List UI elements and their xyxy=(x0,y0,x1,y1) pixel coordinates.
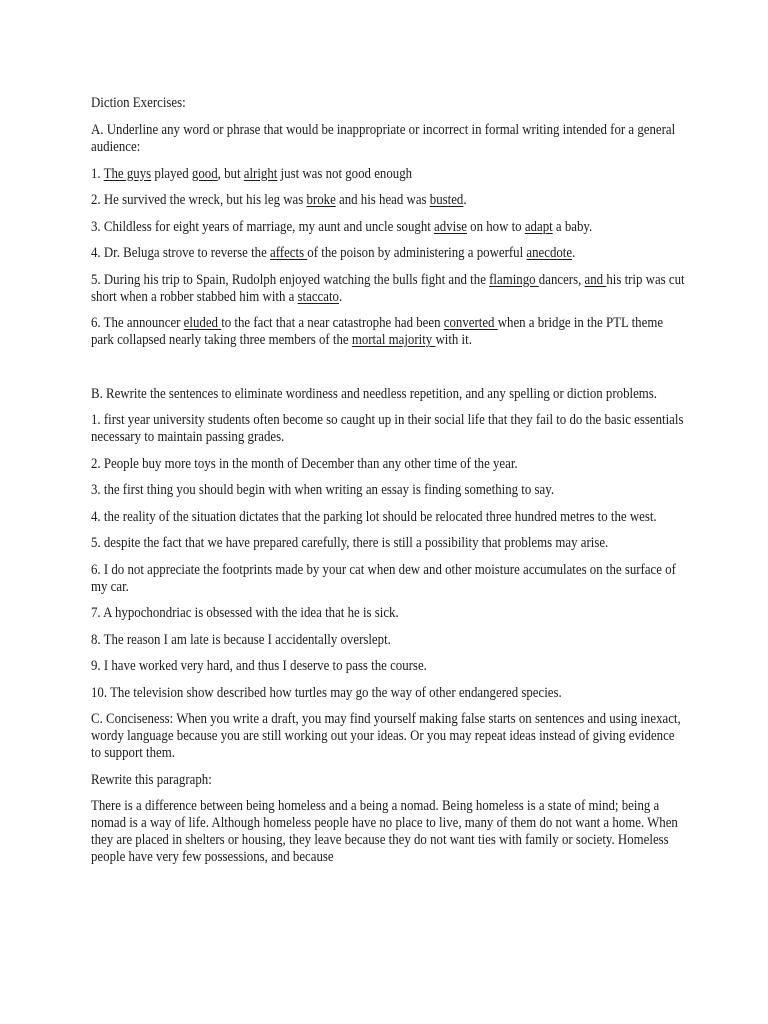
item-text: a baby. xyxy=(552,218,593,235)
item-text: . xyxy=(338,288,343,305)
section-b-item: 6. I do not appreciate the footprints made by your cat when dew and other moisture accumulates on the surface of my car. xyxy=(91,561,676,595)
item-text: 2. He survived the wreck, but his leg was xyxy=(91,192,307,208)
item-text: with it. xyxy=(435,332,472,348)
section-b-item: 10. The television show described how turtles may go the way of other endangered species. xyxy=(91,684,562,701)
item-text: played xyxy=(151,165,192,182)
item-text: . xyxy=(572,245,576,261)
section-b-item: 7. A hypochondriac is obsessed with the idea that he is sick. xyxy=(91,605,399,621)
item-text: when a bridge in the PTL theme park collapsed nearly taking three members of the xyxy=(91,315,664,348)
underlined-phrase: affects xyxy=(270,245,308,261)
item-text: to the fact that a near catastrophe had been xyxy=(221,315,444,331)
section-a-item xyxy=(91,315,687,349)
section-b-item: 2. People buy more toys in the month of December than any other time of the year. xyxy=(91,455,518,472)
item-text: 3. Childless for eight years of marriage, my aunt and uncle sought xyxy=(91,218,435,235)
section-b-item: 4. the reality of the situation dictates that the parking lot should be relocated three hundred metres to the west. xyxy=(91,508,657,525)
section-b-instruction: B. Rewrite the sentences to eliminate wordiness and needless repetition, and any spelling or diction problems. xyxy=(91,385,658,402)
item-text: of the poison by administering a powerful xyxy=(307,245,527,261)
section-a-item xyxy=(91,166,687,183)
section-b-item: 8. The reason I am late is because I accidentally overslept. xyxy=(91,631,391,648)
section-b-item: 1. first year university students often become so caught up in their social life that they fail to do the basic essentials necessary to maintain passing grades. xyxy=(91,412,684,445)
section-c-paragraph: There is a difference between being homeless and a being a nomad. Being homeless is a state of mind; being a nomad is a way of life. Although homeless people have no place to live, many of them do not want a home. When they are placed in shelters or housing, they leave because they do not want ties with family or society. Homeless people have very few possessions, and because xyxy=(91,798,678,865)
item-text: 5. During his trip to Spain, Rudolph enjoyed watching the bulls fight and the xyxy=(91,271,490,288)
item-text: , but xyxy=(217,165,244,182)
section-spacer xyxy=(91,359,627,386)
underlined-phrase: good xyxy=(191,165,218,182)
item-text: . xyxy=(463,192,467,208)
underlined-phrase: advise xyxy=(434,218,467,235)
section-c-instruction: C. Conciseness: When you write a draft, you may find yourself making false starts on sentences and using inexact, wordy language because you are still working out your ideas. Or you may repeat ideas instead of giving evidence to support them. xyxy=(91,711,681,761)
section-a-instruction: A. Underline any word or phrase that would be inappropriate or incorrect in formal writing intended for a general audience: xyxy=(91,122,676,155)
item-text: 1. xyxy=(91,165,104,182)
underlined-phrase: busted xyxy=(429,192,464,208)
item-text: 4. Dr. Beluga strove to reverse the xyxy=(91,245,271,261)
item-text: dancers, xyxy=(538,271,585,288)
underlined-phrase: staccato xyxy=(297,288,339,305)
item-text: just was not good enough xyxy=(277,165,413,182)
section-a-item xyxy=(91,192,687,209)
item-text: 6. The announcer xyxy=(91,315,184,331)
underlined-phrase: and xyxy=(584,271,607,288)
underlined-phrase: eluded xyxy=(183,315,222,331)
document-body xyxy=(91,95,685,876)
underlined-phrase: flamingo xyxy=(489,271,539,288)
item-text: on how to xyxy=(466,218,525,235)
underlined-phrase: anecdote xyxy=(526,245,573,261)
underlined-phrase: mortal majority xyxy=(351,332,436,348)
underlined-phrase: converted xyxy=(443,315,498,331)
underlined-phrase: alright xyxy=(243,165,278,182)
section-a-item xyxy=(91,245,687,262)
item-text: his trip was cut short when a robber stabbed him with a xyxy=(91,271,685,305)
section-a-items xyxy=(91,165,685,350)
section-b-item: 5. despite the fact that we have prepared carefully, there is still a possibility that problems may arise. xyxy=(91,535,609,551)
section-a-item xyxy=(91,219,687,236)
section-b-item: 9. I have worked very hard, and thus I deserve to pass the course. xyxy=(91,658,427,674)
underlined-phrase: broke xyxy=(306,192,336,208)
section-a-item xyxy=(91,272,687,306)
document-title: Diction Exercises: xyxy=(91,95,186,111)
section-c-prompt: Rewrite this paragraph: xyxy=(91,771,212,788)
underlined-phrase: adapt xyxy=(524,218,553,235)
underlined-phrase: The guys xyxy=(103,165,152,182)
section-b-item: 3. the first thing you should begin with when writing an essay is finding something to say. xyxy=(91,482,555,498)
item-text: and his head was xyxy=(335,192,430,208)
